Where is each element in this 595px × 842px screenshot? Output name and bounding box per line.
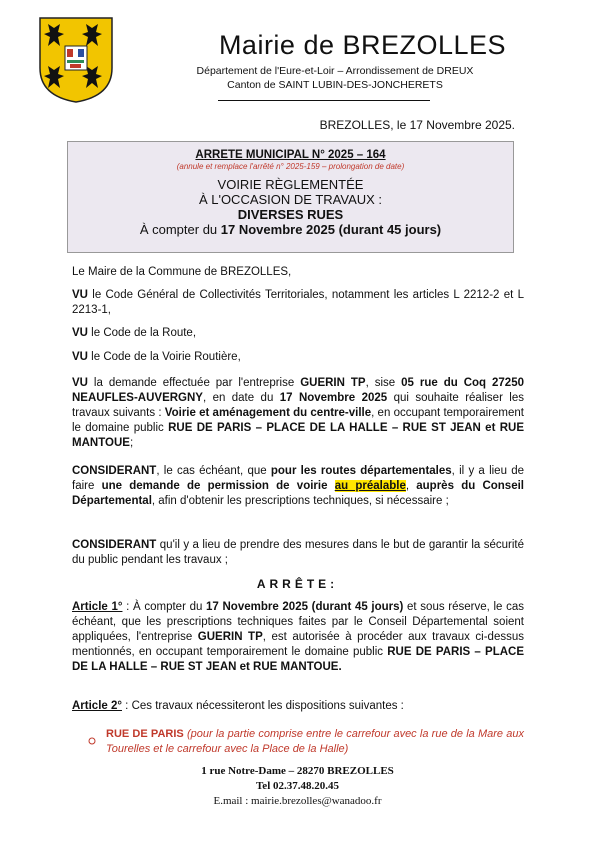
- considerant-paragraph-1: CONSIDERANT, le cas échéant, que pour les routes départementales, il y a lieu de faire une demande de permission de voirie au préalable, auprès du Conseil Départemental, afin d'obtenir les prescriptions techniques, si nécessaire ;: [72, 465, 524, 507]
- header-divider: [218, 100, 430, 101]
- article-2: Article 2° : Ces travaux nécessiteront les dispositions suivantes :: [72, 700, 404, 712]
- decree-title-box: [67, 141, 514, 253]
- vu-paragraph-1: VU le Code Général de Collectivités Territoriales, notamment les articles L 2212-2 et L 2213-1,: [72, 289, 524, 316]
- considerant-paragraph-2: CONSIDERANT qu'il y a lieu de prendre des mesures dans le but de garantir la sécurité du public pendant les travaux ;: [72, 539, 524, 566]
- footer-phone: Tel 02.37.48.20.45: [255, 780, 339, 792]
- decree-replaces-note: (annule et remplace l'arrêté n° 2025-159 – prolongation de date): [176, 162, 405, 171]
- date-line: BREZOLLES, le 17 Novembre 2025.: [319, 118, 515, 132]
- footer-email: E.mail : mairie.brezolles@wanadoo.fr: [213, 795, 382, 807]
- decree-subject-line-3: DIVERSES RUES: [237, 207, 344, 222]
- decree-subject-line-2: À L'OCCASION DE TRAVAUX :: [198, 192, 383, 207]
- vu-paragraph-3: VU le Code de la Voirie Routière,: [72, 351, 241, 363]
- decree-number: ARRETE MUNICIPAL N° 2025 – 164: [195, 149, 386, 161]
- decree-date-line: À compter du 17 Novembre 2025 (durant 45 jours): [139, 222, 442, 237]
- article-1: Article 1° : À compter du 17 Novembre 2025 (durant 45 jours) et sous réserve, le cas échéant, que les prescriptions techniques faites par le Conseil Départemental soient appliquées, l'entreprise GUERIN TP, est autorisée à procéder aux travaux ci-dessus mentionnés, en occupant temporairement le domaine public RUE DE PARIS – PLACE DE LA HALLE – RUE ST JEAN et RUE MANTOUE.: [72, 601, 524, 673]
- decree-subject-line-1: VOIRIE RÈGLEMENTÉE: [217, 177, 364, 192]
- footer-address: 1 rue Notre-Dame – 28270 BREZOLLES: [201, 765, 394, 777]
- department-line: Département de l'Eure-et-Loir – Arrondissement de DREUX: [196, 65, 474, 77]
- vu-paragraph-4: VU la demande effectuée par l'entreprise GUERIN TP, sise 05 rue du Coq 27250 NEAUFLES-AUVERGNY, en date du 17 Novembre 2025 qui souhaite réaliser les travaux suivants : Voirie et aménagement du centre-ville, en occupant temporairement le domaine public RUE DE PARIS – PLACE DE LA HALLE – RUE ST JEAN et RUE MANTOUE;: [72, 377, 524, 449]
- bullet-rue-de-paris: RUE DE PARIS (pour la partie comprise entre le carrefour avec la rue de la Mare aux Tourelles et le carrefour avec la Place de la Halle): [106, 728, 524, 755]
- arrete-heading: ARRÊTE:: [256, 577, 339, 591]
- canton-line: Canton de SAINT LUBIN-DES-JONCHERETS: [227, 79, 443, 91]
- bullet-circle-icon: [88, 732, 100, 744]
- town-hall-title: Mairie de BREZOLLES: [218, 30, 507, 60]
- mayor-intro: Le Maire de la Commune de BREZOLLES,: [72, 266, 292, 278]
- vu-paragraph-2: VU le Code de la Route,: [72, 327, 197, 339]
